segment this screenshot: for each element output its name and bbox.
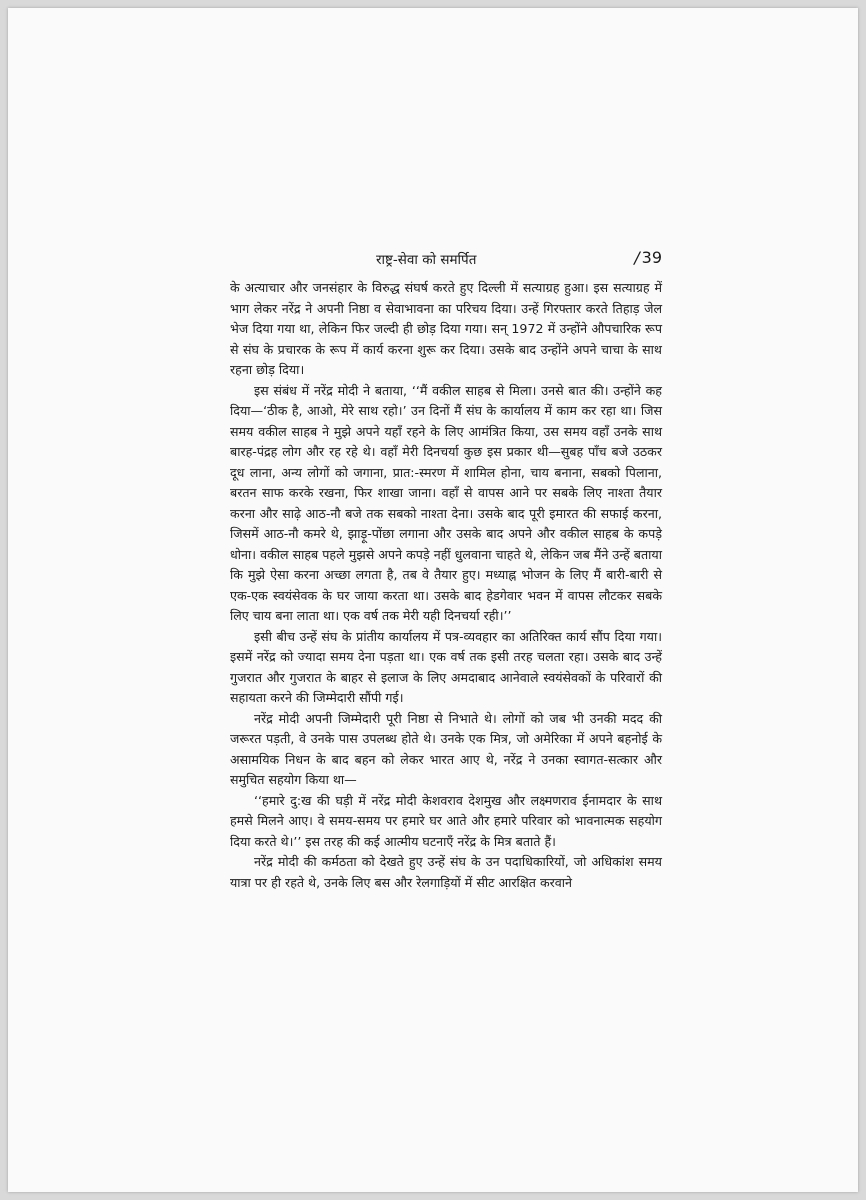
paragraph: नरेंद्र मोदी अपनी जिम्मेदारी पूरी निष्ठा से निभाते थे। लोगों को जब भी उनकी मदद की जरूरत पड़ती, वे उनके पास उपलब्ध होते थे। उनके एक मित्र, जो अमेरिका में अपने बहनोई के असामयिक निधन के बाद बहन को लेकर भारत आए थे, नरेंद्र ने उनका स्वागत-सत्कार और समुचित सहयोग किया था— — [230, 710, 662, 787]
page-number-slash: / — [634, 248, 640, 267]
chapter-title: राष्ट्र-सेवा को समर्पित — [376, 252, 477, 268]
paragraph: के अत्याचार और जनसंहार के विरुद्ध संघर्ष करते हुए दिल्ली में सत्याग्रह हुआ। इस सत्याग्रह में भाग लेकर नरेंद्र ने अपनी निष्ठा व सेवाभावना का परिचय दिया। उन्हें गिरफ्तार करते तिहाड़ जेल भेज दिया गया था, लेकिन फिर जल्दी ही छोड़ दिया गया। सन् 1972 में उन्होंने औपचारिक रूप से संघ के प्रचारक के रूप में कार्य करना शुरू कर दिया। उसके बाद उन्होंने अपने चाचा के साथ रहना छोड़ दिया। — [230, 280, 662, 377]
running-header — [230, 248, 662, 270]
paragraph: इसी बीच उन्हें संघ के प्रांतीय कार्यालय में पत्र-व्यवहार का अतिरिक्त कार्य सौंप दिया गया। इसमें नरेंद्र को ज्यादा समय देना पड़ता था। एक वर्ष तक इसी तरह चलता रहा। उसके बाद उन्हें गुजरात और गुजरात के बाहर से इलाज के लिए अमदाबाद आनेवाले स्वयंसेवकों के परिवारों की सहायता करने की जिम्मेदारी सौंपी गई। — [230, 628, 662, 705]
paragraph: इस संबंध में नरेंद्र मोदी ने बताया, ‘‘मैं वकील साहब से मिला। उनसे बात की। उन्होंने कह दिया—‘ठीक है, आओ, मेरे साथ रहो।’ उन दिनों मैं संघ के कार्यालय में काम कर रहा था। जिस समय वकील साहब ने मुझे अपने यहाँ रहने के लिए आमंत्रित किया, उस समय वहाँ उनके साथ बारह-पंद्रह लोग और रह रहे थे। वहाँ मेरी दिनचर्या कुछ इस प्रकार थी—सुबह पाँच बजे उठकर दूध लाना, अन्य लोगों को जगाना, प्रात:-स्मरण में शामिल होना, चाय बनाना, सबको पिलाना, बरतन साफ करके रखना, फिर शाखा जाना। वहाँ से वापस आने पर सबके लिए नाश्ता तैयार करना और साढ़े आठ-नौ बजे तक सबको नाश्ता देना। उसके बाद पूरी इमारत की सफाई करना, जिसमें आठ-नौ कमरे थे, झाड़ू-पोंछा लगाना और उसके बाद अपने और वकील साहब के कपड़े धोना। वकील साहब पहले मुझसे अपने कपड़े नहीं धुलवाना चाहते थे, लेकिन जब मैंने उन्हें बताया कि मुझे ऐसा करना अच्छा लगता है, तब वे तैयार हुए। मध्याह्न भोजन के लिए मैं बारी-बारी से एक-एक स्वयंसेवक के घर जाया करता था। उसके बाद हेडगेवार भवन में वापस लौटकर सबके लिए चाय बना लाता था। एक वर्ष तक मेरी यही दिनचर्या रही।’’ — [230, 382, 662, 623]
book-page — [8, 8, 858, 1192]
body-text — [230, 278, 662, 893]
page-number-block — [634, 248, 662, 267]
paragraph: नरेंद्र मोदी की कर्मठता को देखते हुए उन्हें संघ के उन पदाधिकारियों, जो अधिकांश समय यात्रा पर ही रहते थे, उनके लिए बस और रेलगाड़ियों में सीट आरक्षित करवाने — [230, 854, 662, 890]
page-number: 39 — [641, 248, 662, 267]
quote-paragraph: ‘‘हमारे दु:ख की घड़ी में नरेंद्र मोदी केशवराव देशमुख और लक्ष्मणराव ईनामदार के साथ हमसे मिलने आए। वे समय-समय पर हमारे घर आते और हमारे परिवार को भावनात्मक सहयोग दिया करते थे।’’ इस तरह की कई आत्मीय घटनाएँ नरेंद्र के मित्र बताते हैं। — [230, 792, 662, 849]
